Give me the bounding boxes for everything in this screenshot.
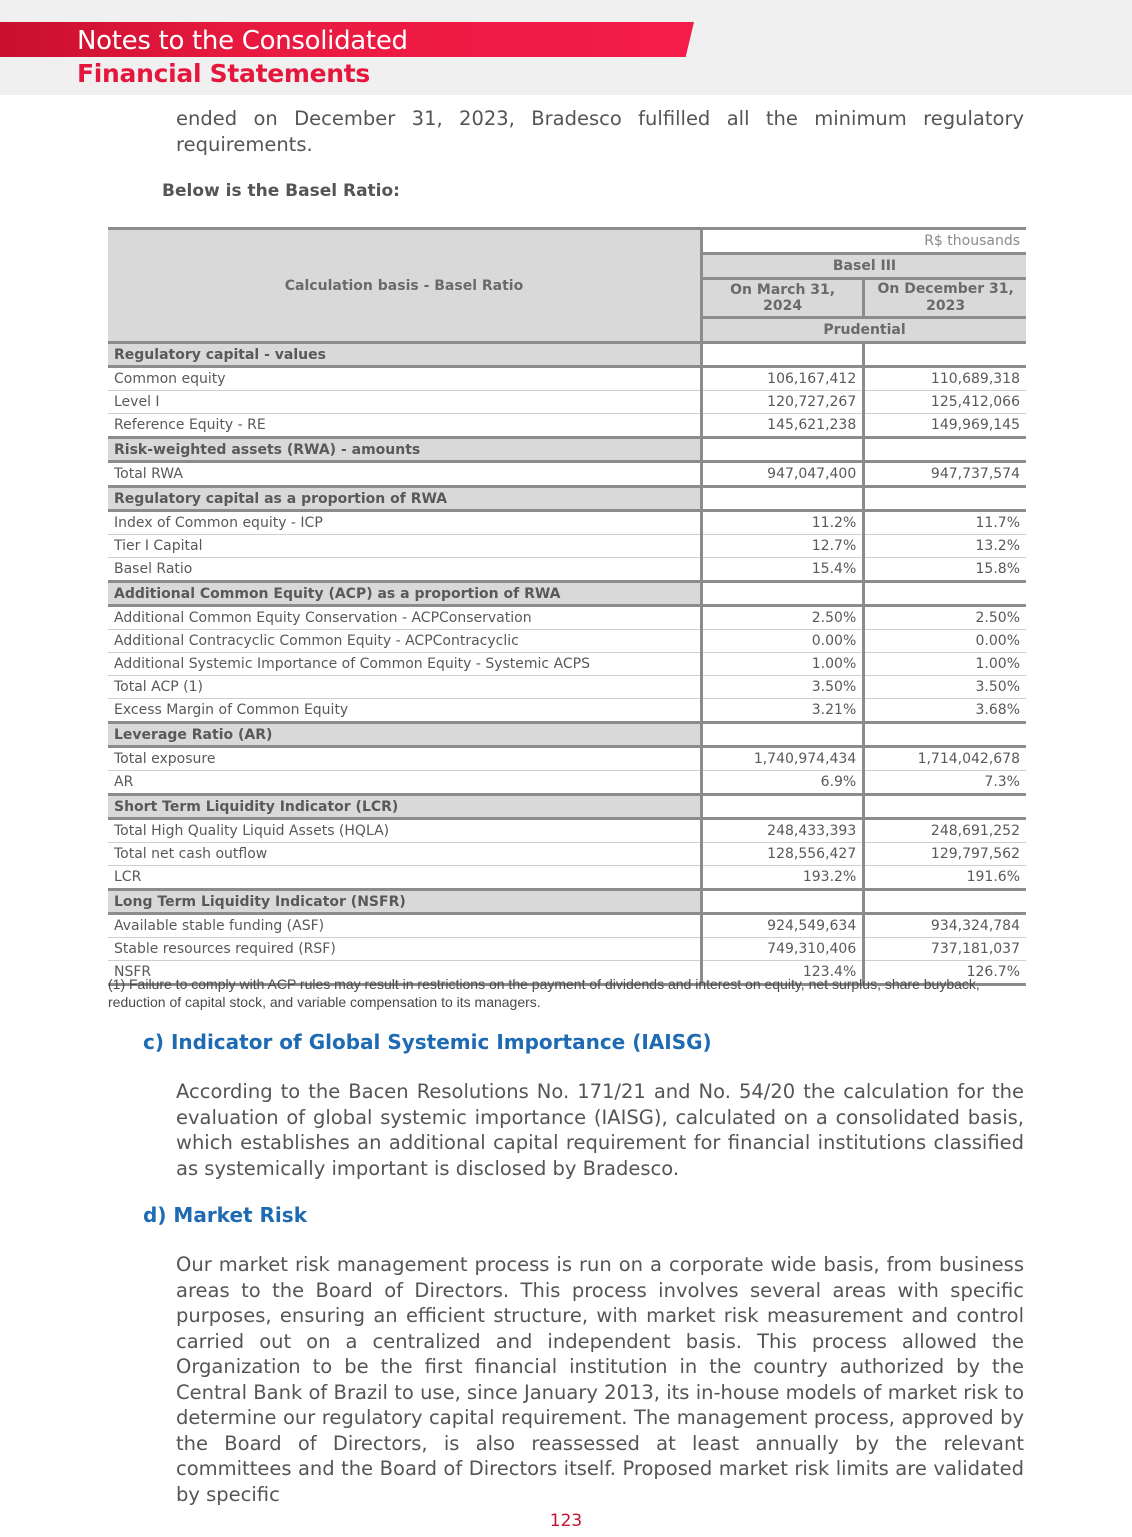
section-title: Leverage Ratio (AR) <box>108 723 702 747</box>
value-dec-2023: 110,689,318 <box>864 367 1026 391</box>
row-label: AR <box>108 771 702 795</box>
value-march-2024: 3.50% <box>702 676 864 699</box>
value-dec-2023: 2.50% <box>864 606 1026 630</box>
section-d-paragraph: Our market risk management process is run on a corporate wide basis, from business areas to the Board of Directors. This process involves several areas with specific purposes, ensuring an efficient structure, with market risk measurement and control carried out on a centralized and independent basis. This process allowed the Organization to be the first financial institution in the country authorized by the Central Bank of Brazil to use, since January 2013, its in-house models of market risk to determine our regulatory capital requirement. The management process, approved by the Board of Directors, is also reassessed at least annually by the relevant committees and the Board of Directors itself. Proposed market risk limits are validated by specific <box>176 1253 1024 1506</box>
section-empty-cell <box>702 890 864 914</box>
value-dec-2023: 1,714,042,678 <box>864 747 1026 771</box>
row-label: Total net cash outflow <box>108 843 702 866</box>
section-title: Risk-weighted assets (RWA) - amounts <box>108 438 702 462</box>
section-title: Additional Common Equity (ACP) as a proportion of RWA <box>108 582 702 606</box>
col-header-march-2024: On March 31, 2024 <box>702 279 864 318</box>
table-row <box>108 414 1026 438</box>
row-label: Total exposure <box>108 747 702 771</box>
value-dec-2023: 125,412,066 <box>864 391 1026 414</box>
group-header: Basel III <box>702 254 1027 279</box>
basel-heading: Below is the Basel Ratio: <box>162 181 400 201</box>
value-dec-2023: 0.00% <box>864 630 1026 653</box>
value-march-2024: 924,549,634 <box>702 914 864 938</box>
value-dec-2023: 15.8% <box>864 558 1026 582</box>
sub-header-prudential: Prudential <box>702 318 1027 343</box>
section-empty-cell <box>864 795 1026 819</box>
value-march-2024: 1.00% <box>702 653 864 676</box>
value-dec-2023: 11.7% <box>864 511 1026 535</box>
row-label: Additional Systemic Importance of Common Equity - Systemic ACPS <box>108 653 702 676</box>
row-header: Calculation basis - Basel Ratio <box>108 229 702 343</box>
table-row <box>108 511 1026 535</box>
value-march-2024: 106,167,412 <box>702 367 864 391</box>
basel-ratio-table <box>108 227 1026 986</box>
table-row <box>108 462 1026 487</box>
row-label: Total RWA <box>108 462 702 487</box>
table-row <box>108 843 1026 866</box>
section-c-heading: c) Indicator of Global Systemic Importance (IAISG) <box>143 1030 712 1054</box>
value-march-2024: 145,621,238 <box>702 414 864 438</box>
value-march-2024: 0.00% <box>702 630 864 653</box>
section-title: Regulatory capital - values <box>108 343 702 367</box>
value-march-2024: 1,740,974,434 <box>702 747 864 771</box>
section-row <box>108 438 1026 462</box>
section-empty-cell <box>864 343 1026 367</box>
row-label: Total High Quality Liquid Assets (HQLA) <box>108 819 702 843</box>
table-row <box>108 653 1026 676</box>
units-label: R$ thousands <box>702 229 1027 254</box>
section-empty-cell <box>702 438 864 462</box>
row-label: Index of Common equity - ICP <box>108 511 702 535</box>
section-row <box>108 723 1026 747</box>
value-march-2024: 11.2% <box>702 511 864 535</box>
row-label: Reference Equity - RE <box>108 414 702 438</box>
table-row <box>108 699 1026 723</box>
section-empty-cell <box>864 582 1026 606</box>
col-header-dec-2023: On December 31, 2023 <box>864 279 1026 318</box>
value-march-2024: 749,310,406 <box>702 938 864 961</box>
value-dec-2023: 934,324,784 <box>864 914 1026 938</box>
row-label: Excess Margin of Common Equity <box>108 699 702 723</box>
value-dec-2023: 149,969,145 <box>864 414 1026 438</box>
row-label: LCR <box>108 866 702 890</box>
value-march-2024: 248,433,393 <box>702 819 864 843</box>
table-row <box>108 819 1026 843</box>
section-empty-cell <box>864 438 1026 462</box>
value-dec-2023: 191.6% <box>864 866 1026 890</box>
table-row <box>108 606 1026 630</box>
section-title: Short Term Liquidity Indicator (LCR) <box>108 795 702 819</box>
value-dec-2023: 248,691,252 <box>864 819 1026 843</box>
section-row <box>108 890 1026 914</box>
value-march-2024: 6.9% <box>702 771 864 795</box>
section-empty-cell <box>702 343 864 367</box>
value-dec-2023: 737,181,037 <box>864 938 1026 961</box>
section-empty-cell <box>702 795 864 819</box>
row-label: Stable resources required (RSF) <box>108 938 702 961</box>
section-empty-cell <box>702 487 864 511</box>
table-row <box>108 866 1026 890</box>
header-title-line1: Notes to the Consolidated <box>77 26 408 56</box>
table-footnote: (1) Failure to comply with ACP rules may result in restrictions on the payment of dividends and interest on equity, net surplus, share buyback, reduction of capital stock, and variable compensation to its managers. <box>108 976 980 1010</box>
row-label: Level I <box>108 391 702 414</box>
row-label: NSFR <box>108 961 702 985</box>
section-empty-cell <box>864 890 1026 914</box>
row-label: Additional Contracyclic Common Equity - ACPContracyclic <box>108 630 702 653</box>
page-number: 123 <box>549 1511 583 1531</box>
section-title: Long Term Liquidity Indicator (NSFR) <box>108 890 702 914</box>
value-march-2024: 128,556,427 <box>702 843 864 866</box>
section-empty-cell <box>702 582 864 606</box>
section-empty-cell <box>702 723 864 747</box>
value-dec-2023: 3.50% <box>864 676 1026 699</box>
value-march-2024: 3.21% <box>702 699 864 723</box>
table-row <box>108 938 1026 961</box>
table-row <box>108 391 1026 414</box>
table-row <box>108 367 1026 391</box>
intro-paragraph: ended on December 31, 2023, Bradesco fulfilled all the minimum regulatory requirements. <box>176 107 1024 156</box>
value-march-2024: 123.4% <box>702 961 864 985</box>
value-dec-2023: 1.00% <box>864 653 1026 676</box>
table-row <box>108 914 1026 938</box>
row-label: Available stable funding (ASF) <box>108 914 702 938</box>
section-empty-cell <box>864 723 1026 747</box>
section-c-paragraph: According to the Bacen Resolutions No. 171/21 and No. 54/20 the calculation for the evaluation of global systemic importance (IAISG), calculated on a consolidated basis, which establishes an additional capital requirement for financial institutions classified as systemically important is disclosed by Bradesco. <box>176 1080 1024 1180</box>
header-title-line2: Financial Statements <box>77 59 371 88</box>
value-march-2024: 120,727,267 <box>702 391 864 414</box>
value-march-2024: 2.50% <box>702 606 864 630</box>
section-empty-cell <box>864 487 1026 511</box>
section-title: Regulatory capital as a proportion of RWA <box>108 487 702 511</box>
table-row <box>108 558 1026 582</box>
table-row <box>108 747 1026 771</box>
row-label: Tier I Capital <box>108 535 702 558</box>
value-march-2024: 947,047,400 <box>702 462 864 487</box>
section-d-heading: d) Market Risk <box>143 1203 307 1227</box>
table-row <box>108 771 1026 795</box>
value-dec-2023: 13.2% <box>864 535 1026 558</box>
value-dec-2023: 947,737,574 <box>864 462 1026 487</box>
table-row <box>108 630 1026 653</box>
value-dec-2023: 126.7% <box>864 961 1026 985</box>
value-dec-2023: 129,797,562 <box>864 843 1026 866</box>
table-row <box>108 535 1026 558</box>
row-label: Total ACP (1) <box>108 676 702 699</box>
value-march-2024: 12.7% <box>702 535 864 558</box>
value-dec-2023: 7.3% <box>864 771 1026 795</box>
section-row <box>108 795 1026 819</box>
value-march-2024: 15.4% <box>702 558 864 582</box>
row-label: Common equity <box>108 367 702 391</box>
section-row <box>108 582 1026 606</box>
value-march-2024: 193.2% <box>702 866 864 890</box>
row-label: Additional Common Equity Conservation - ACPConservation <box>108 606 702 630</box>
table-row <box>108 676 1026 699</box>
value-dec-2023: 3.68% <box>864 699 1026 723</box>
row-label: Basel Ratio <box>108 558 702 582</box>
section-row <box>108 487 1026 511</box>
section-row <box>108 343 1026 367</box>
